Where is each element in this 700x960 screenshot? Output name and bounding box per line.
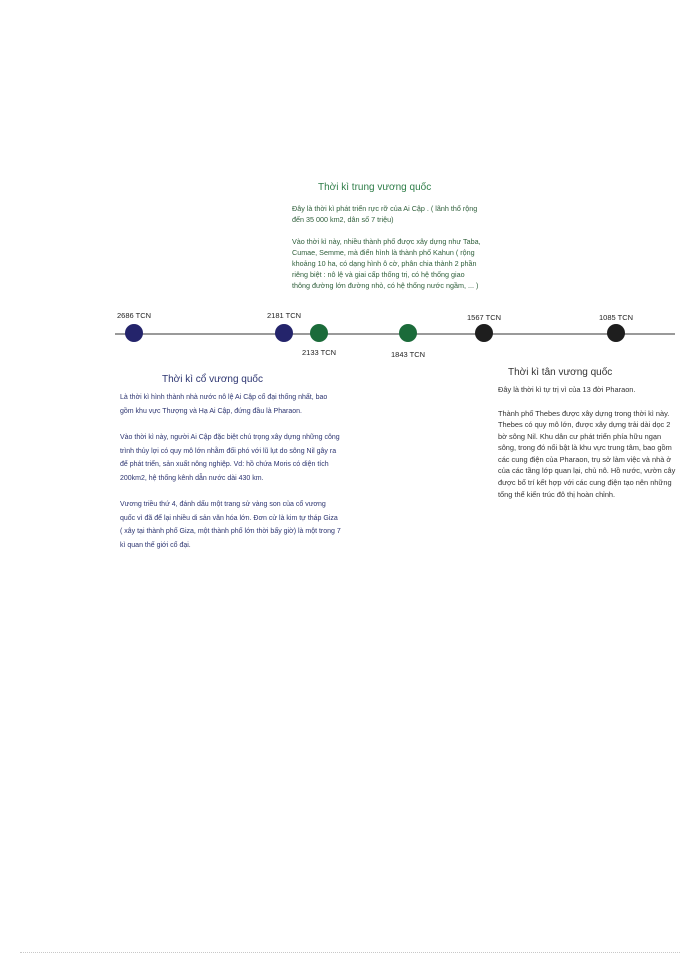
timeline-node-1567	[475, 324, 493, 342]
timeline-date-1567: 1567 TCN	[466, 313, 502, 322]
middle-kingdom-paragraph-1: Đây là thời kì phát triển rực rỡ của Ai Cập . ( lãnh thổ rộng đến 35 000 km2, dân số 7 triệu)	[292, 204, 478, 224]
footer-divider	[20, 952, 680, 953]
middle-kingdom-title: Thời kì trung vương quốc	[318, 182, 432, 193]
timeline-node-2686	[125, 324, 143, 342]
timeline-date-2686: 2686 TCN	[116, 311, 152, 320]
timeline-date-1843: 1843 TCN	[390, 350, 426, 359]
timeline-date-2133: 2133 TCN	[301, 348, 337, 357]
timeline-node-2181	[275, 324, 293, 342]
old-kingdom-paragraph-3: Vương triều thứ 4, đánh dấu một trang sử vàng son của cổ vương quốc vì đã để lại nhiều di sản văn hóa lớn. Đơn cử là kim tự tháp Giza ( xây tại thành phố Giza, một thành phố lớn thời bấy giờ) là một trong 7 kì quan thế giới cổ đại.	[120, 501, 341, 549]
old-kingdom-paragraph-1: Là thời kì hình thành nhà nước nô lệ Ai Cập cổ đại thống nhất, bao gồm khu vực Thượng và Hạ Ai Cập, đứng đầu là Pharaon.	[120, 394, 328, 415]
old-kingdom-section	[120, 374, 342, 565]
timeline-node-1085	[607, 324, 625, 342]
new-kingdom-paragraph-2: Thành phố Thebes được xây dựng trong thời kì này. Thebes có quy mô lớn, được xây dựng trải dài dọc 2 bờ sông Nil. Khu dân cư phát triển phía hữu ngạn sông, trong đó nổi bật là khu vực trung tâm, bao gồm các cung điện của Pharaon, trụ sở làm việc và nhà ở của các tầng lớp quan lại, chủ nô. Hồ nước, vườn cây được bố trí kết hợp với các cung điện tạo nên những tổng thể kiến trúc đô thị hoàn chỉnh.	[498, 408, 676, 499]
timeline-node-1843	[399, 324, 417, 342]
timeline-axis	[115, 333, 675, 335]
timeline-date-1085: 1085 TCN	[598, 313, 634, 322]
middle-kingdom-section	[292, 182, 482, 304]
old-kingdom-title: Thời kì cổ vương quốc	[162, 374, 263, 385]
timeline-node-2133	[310, 324, 328, 342]
new-kingdom-paragraph-1: Đây là thời kì tự trị vì của 13 đời Pharaon.	[498, 385, 636, 394]
new-kingdom-title: Thời kì tân vương quốc	[508, 367, 613, 378]
old-kingdom-paragraph-2: Vào thời kì này, người Ai Cập đặc biệt chú trọng xây dựng những công trình thủy lợi có quy mô lớn nhằm đối phó với lũ lụt do sông Nil gây ra để phát triển, sản xuất nông nghiệp. Vd: hồ chứa Moris có diện tích 200km2, hệ thống kênh dẫn nước dài 430 km.	[120, 434, 340, 482]
new-kingdom-section	[498, 367, 680, 513]
timeline-date-2181: 2181 TCN	[266, 311, 302, 320]
middle-kingdom-paragraph-2: Vào thời kì này, nhiều thành phố được xây dựng như Taba, Cumae, Semme, mà điển hình là thành phố Kahun ( rộng khoảng 10 ha, có dạng hình ô cờ, phân chia thành 2 phần riêng biệt : nô lệ và giai cấp thống trị, có hệ thống giao thông đường lớn đường nhỏ, có hệ thống nước ngầm, ... )	[292, 237, 481, 290]
